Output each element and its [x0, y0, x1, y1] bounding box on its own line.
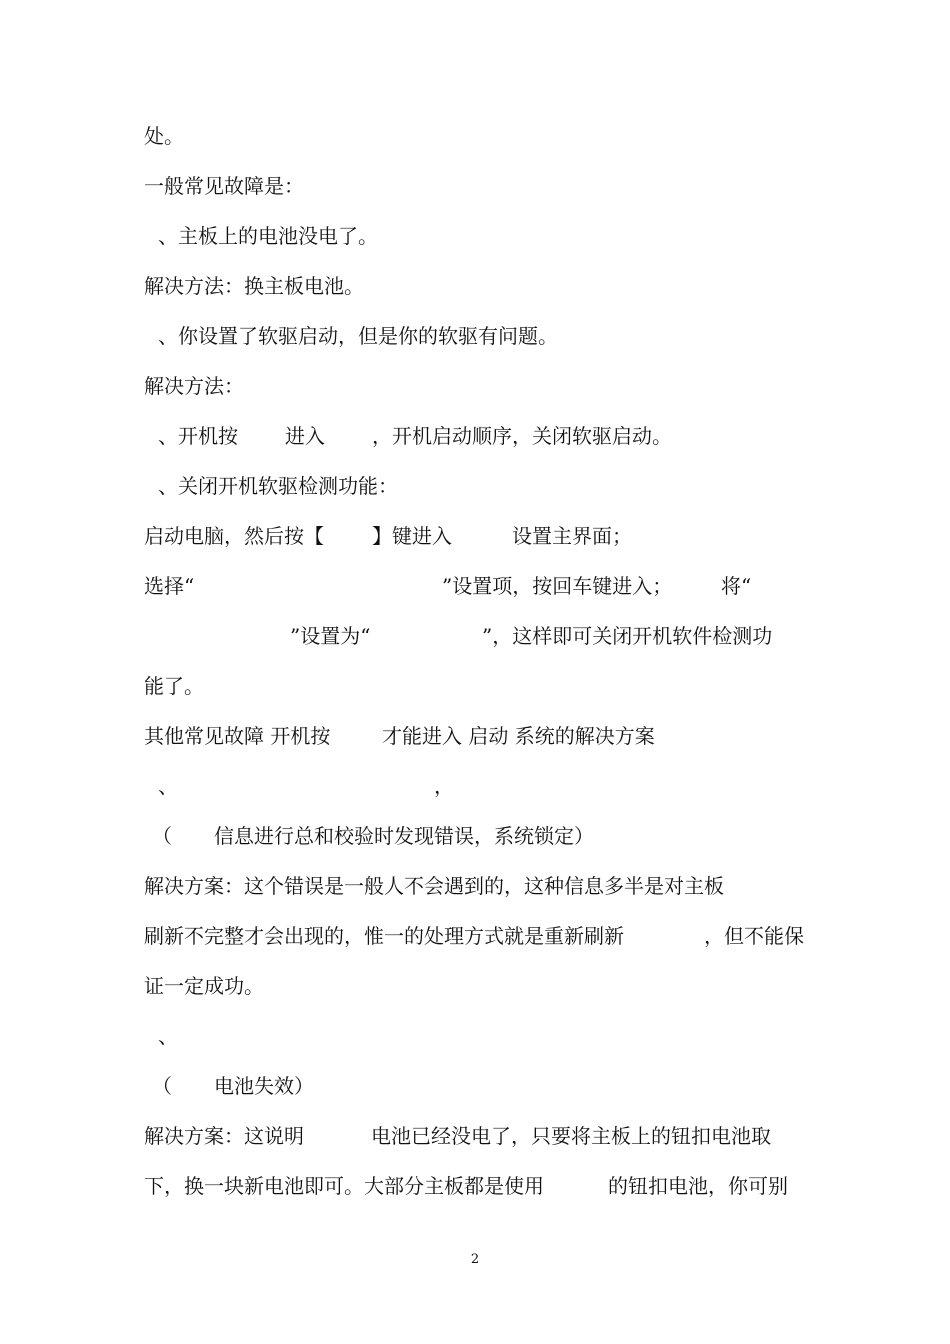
text-line: 选择“ [144, 574, 195, 598]
text-line: 解决方法： [144, 374, 244, 398]
text-line: 证一定成功。 [144, 974, 264, 998]
text-line: ，但不能保 [704, 924, 804, 948]
text-line: ， [434, 774, 454, 798]
text-line: 将“ [721, 574, 752, 598]
text-line: （ [152, 824, 172, 848]
text-line: 才能进入 启动 系统的解决方案 [382, 724, 655, 748]
text-line: 】键进入 [372, 524, 452, 548]
page-number: 2 [470, 1252, 480, 1267]
text-line: ”设置项，按回车键进入； [442, 574, 673, 598]
text-line: 解决方案：这说明 [144, 1124, 304, 1148]
text-line: ，开机启动顺序，关闭软驱启动。 [372, 424, 672, 448]
text-line: 、主板上的电池没电了。 [158, 224, 378, 248]
text-line: 一般常见故障是： [144, 174, 304, 198]
text-line: 、关闭开机软驱检测功能： [158, 474, 398, 498]
text-line: 的钮扣电池，你可别 [608, 1174, 788, 1198]
text-line: 、 [158, 774, 178, 798]
text-line: 信息进行总和校验时发现错误，系统锁定） [214, 824, 594, 848]
text-line: 电池失效） [214, 1074, 314, 1098]
text-line: 设置主界面； [512, 524, 632, 548]
text-line: 解决方案：这个错误是一般人不会遇到的，这种信息多半是对主板 [144, 874, 724, 898]
text-line: 电池已经没电了，只要将主板上的钮扣电池取 [371, 1124, 771, 1148]
text-line: 、开机按 [158, 424, 238, 448]
text-line: 处。 [144, 124, 184, 148]
text-line: 进入 [285, 424, 325, 448]
text-line: （ [152, 1074, 172, 1098]
text-line: 下，换一块新电池即可。大部分主板都是使用 [144, 1174, 544, 1198]
text-line: 启动电脑，然后按【 [144, 524, 324, 548]
text-line: 刷新不完整才会出现的，惟一的处理方式就是重新刷新 [144, 924, 624, 948]
text-line: ”设置为“ [290, 624, 371, 648]
text-line: 、 [158, 1024, 178, 1048]
text-line: 能了。 [144, 674, 204, 698]
text-line: 解决方法：换主板电池。 [144, 274, 364, 298]
text-line: ”，这样即可关闭开机软件检测功 [482, 624, 773, 648]
text-line: 、你设置了软驱启动，但是你的软驱有问题。 [158, 324, 558, 348]
text-line: 其他常见故障 开机按 [144, 724, 331, 748]
